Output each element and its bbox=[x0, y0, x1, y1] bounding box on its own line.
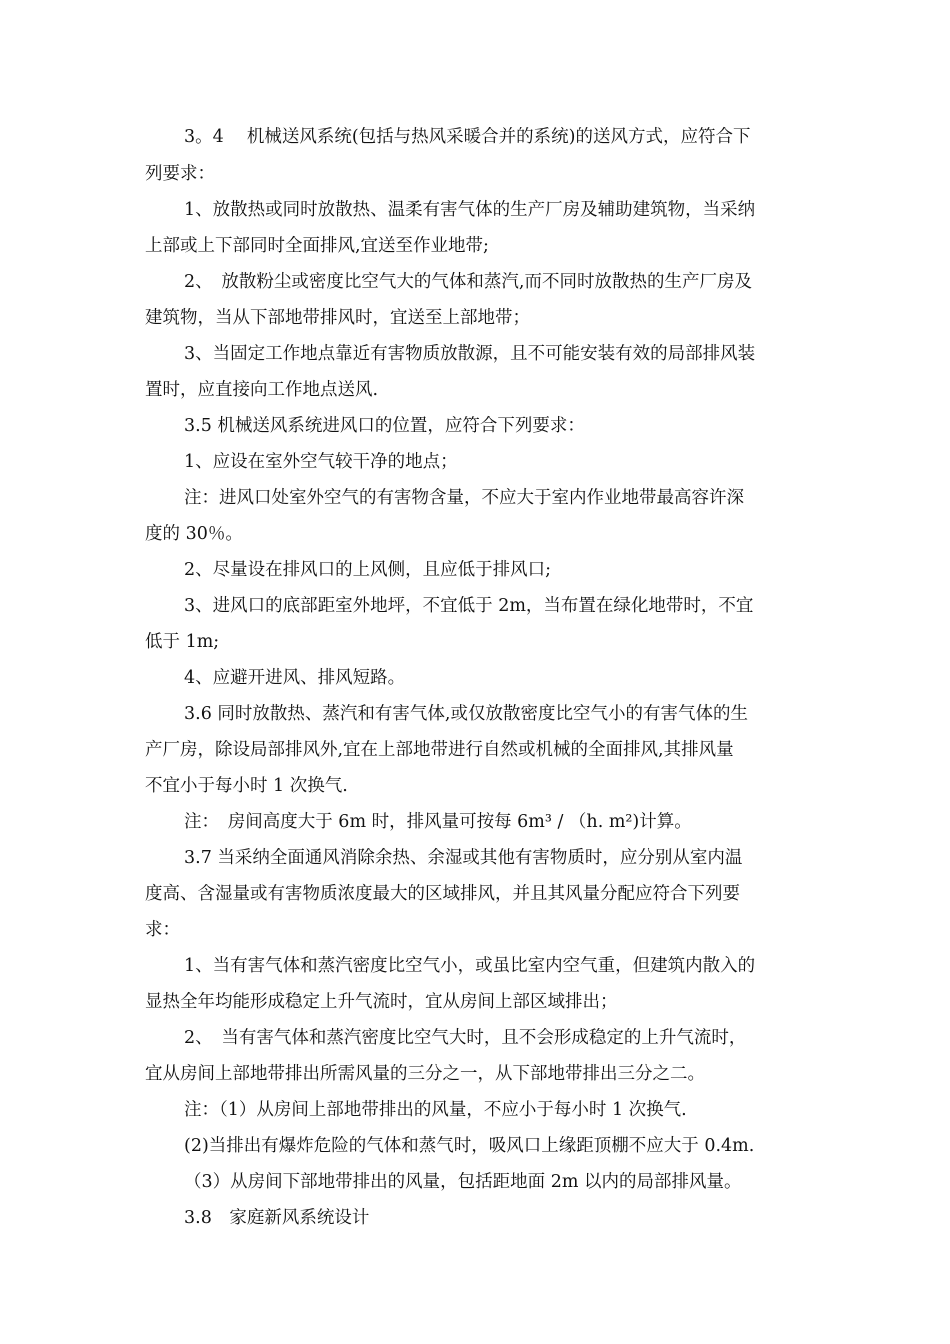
note-line: 注：（1）从房间上部地带排出的风量，不应小于每小时 1 次换气. bbox=[184, 1100, 687, 1120]
section-3-5-heading: 3.5 机械送风系统进风口的位置，应符合下列要求： bbox=[184, 416, 585, 436]
section-3-4-heading: 3。4 机械送风系统(包括与热风采暖合并的系统)的送风方式，应符合下 bbox=[184, 127, 751, 147]
note-line: (2)当排出有爆炸危险的气体和蒸气时，吸风口上缘距顶棚不应大于 0.4m. bbox=[184, 1136, 755, 1156]
list-item-1: 1、应设在室外空气较干净的地点； bbox=[184, 452, 458, 472]
list-item-2: 2、 当有害气体和蒸汽密度比空气大时，且不会形成稳定的上升气流时， bbox=[184, 1028, 747, 1048]
paragraph-line: 置时，应直接向工作地点送风. bbox=[145, 380, 379, 400]
paragraph-line: 不宜小于每小时 1 次换气. bbox=[145, 776, 348, 796]
paragraph-line: 低于 1m; bbox=[145, 632, 220, 652]
note-line: （3）从房间下部地带排出的风量，包括距地面 2m 以内的局部排风量。 bbox=[184, 1172, 742, 1192]
section-3-7-heading: 3.7 当采纳全面通风消除余热、余湿或其他有害物质时，应分别从室内温 bbox=[184, 848, 743, 868]
note-line: 注：进风口处室外空气的有害物含量，不应大于室内作业地带最高容许深 bbox=[184, 488, 744, 508]
list-item-3: 3、进风口的底部距室外地坪，不宜低于 2m，当布置在绿化地带时，不宜 bbox=[184, 596, 754, 616]
paragraph-line: 求： bbox=[145, 920, 180, 940]
paragraph-line: 度高、含湿量或有害物质浓度最大的区域排风，并且其风量分配应符合下列要 bbox=[145, 884, 740, 904]
note-line: 注： 房间高度大于 6m 时，排风量可按每 6m³ / （h. m²)计算。 bbox=[184, 812, 692, 832]
list-item-1: 1、放散热或同时放散热、温柔有害气体的生产厂房及辅助建筑物，当采纳 bbox=[184, 200, 756, 220]
paragraph-line: 产厂房，除设局部排风外,宜在上部地带进行自然或机械的全面排风,其排风量 bbox=[145, 740, 734, 760]
paragraph-line: 度的 30％。 bbox=[145, 524, 243, 544]
list-item-4: 4、应避开进风、排风短路。 bbox=[184, 668, 406, 688]
paragraph-line: 显热全年均能形成稳定上升气流时，宜从房间上部区域排出； bbox=[145, 992, 618, 1012]
list-item-3: 3、当固定工作地点靠近有害物质放散源，且不可能安装有效的局部排风装 bbox=[184, 344, 756, 364]
paragraph-line: 建筑物，当从下部地带排风时，宜送至上部地带； bbox=[145, 308, 530, 328]
paragraph-line: 上部或上下部同时全面排风,宜送至作业地带; bbox=[145, 236, 489, 256]
paragraph-line: 列要求： bbox=[145, 164, 215, 184]
section-3-6-heading: 3.6 同时放散热、蒸汽和有害气体,或仅放散密度比空气小的有害气体的生 bbox=[184, 704, 748, 724]
paragraph-line: 宜从房间上部地带排出所需风量的三分之一，从下部地带排出三分之二。 bbox=[145, 1064, 705, 1084]
list-item-2: 2、 放散粉尘或密度比空气大的气体和蒸汽,而不同时放散热的生产厂房及 bbox=[184, 272, 752, 292]
list-item-2: 2、尽量设在排风口的上风侧，且应低于排风口; bbox=[184, 560, 552, 580]
list-item-1: 1、当有害气体和蒸汽密度比空气小，或虽比室内空气重，但建筑内散入的 bbox=[184, 956, 756, 976]
section-3-8-heading: 3.8 家庭新风系统设计 bbox=[184, 1208, 370, 1228]
